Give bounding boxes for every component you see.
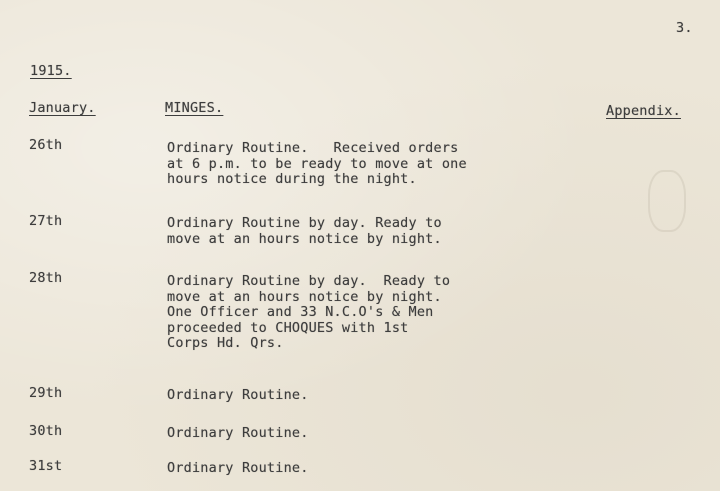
entry-date: 28th xyxy=(29,270,63,286)
place-header: MINGES. xyxy=(165,100,224,116)
entry-date: 29th xyxy=(29,385,63,401)
entry-date: 31st xyxy=(29,458,63,474)
month-header: January. xyxy=(29,100,96,116)
entry-date: 30th xyxy=(29,423,63,439)
entry-text: Ordinary Routine. xyxy=(167,460,309,476)
year-heading: 1915. xyxy=(30,63,72,79)
entry-date: 26th xyxy=(29,137,63,153)
bleed-through-mark xyxy=(648,170,686,232)
entry-text: Ordinary Routine by day. Ready to move at an hours notice by night. xyxy=(167,215,442,247)
entry-date: 27th xyxy=(29,213,63,229)
entry-text: Ordinary Routine. xyxy=(167,387,309,403)
entry-text: Ordinary Routine. xyxy=(167,425,309,441)
page-number: 3. xyxy=(676,20,693,36)
entry-text: Ordinary Routine by day. Ready to move at an hours notice by night. One Officer and 33 N.C.O's & Men proceeded to CHOQUES with 1st Corps Hd. Qrs. xyxy=(167,273,451,351)
appendix-header: Appendix. xyxy=(606,103,681,119)
entry-text: Ordinary Routine. Received orders at 6 p.m. to be ready to move at one hours notice during the night. xyxy=(167,140,467,187)
